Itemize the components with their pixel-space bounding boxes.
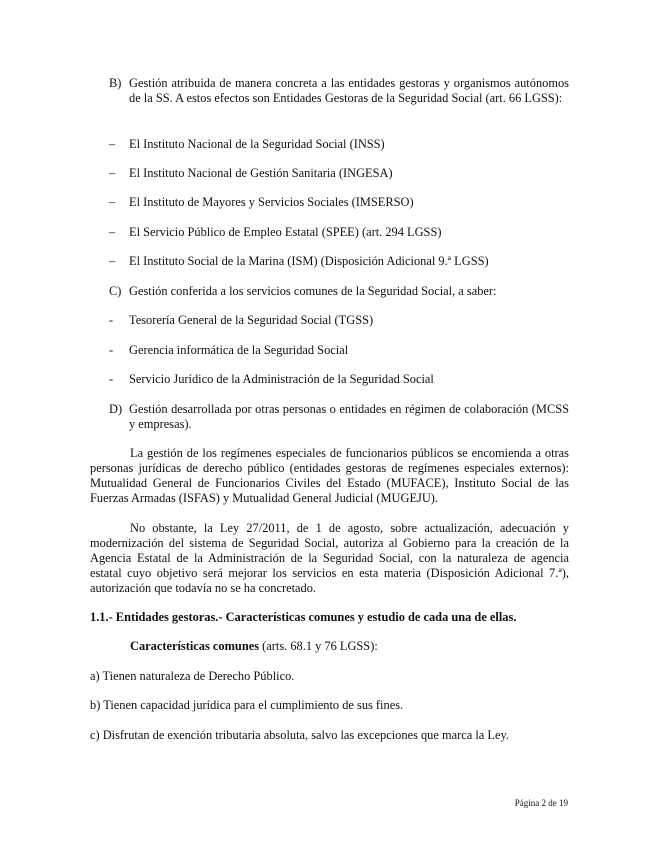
section-c (109, 284, 569, 299)
list-item-text: Tesorería General de la Seguridad Social (TGSS) (129, 313, 374, 327)
section-b (109, 76, 569, 106)
section-d (109, 402, 569, 432)
dash-marker: – (109, 254, 116, 268)
section-d-text: Gestión desarrollada por otras personas o entidades en régimen de colaboración (MCSS y empresas). (129, 402, 569, 431)
list-item: a) Tienen naturaleza de Derecho Público. (90, 669, 295, 683)
page-number: Página 2 de 19 (514, 798, 568, 808)
dash-marker: - (109, 343, 114, 357)
section-d-marker: D) (109, 402, 123, 416)
list-item-text: El Instituto Nacional de la Seguridad Social (INSS) (129, 137, 385, 151)
section-c-text: Gestión conferida a los servicios comunes de la Seguridad Social, a saber: (129, 284, 497, 298)
section-b-marker: B) (109, 76, 122, 90)
list-item: b) Tienen capacidad jurídica para el cumplimiento de sus fines. (90, 698, 404, 712)
list-item: c) Disfrutan de exención tributaria absoluta, salvo las excepciones que marca la Ley. (90, 728, 509, 742)
list-item-text: El Instituto de Mayores y Servicios Sociales (IMSERSO) (129, 195, 414, 209)
section-c-marker: C) (109, 284, 122, 298)
section-b-text: Gestión atribuida de manera concreta a las entidades gestoras y organismos autónomos de la SS. A estos efectos son Entidades Gestoras de la Seguridad Social (art. 66 LGSS): (129, 76, 569, 105)
dash-marker: – (109, 225, 116, 239)
list-item-text: El Servicio Público de Empleo Estatal (SPEE) (art. 294 LGSS) (129, 225, 442, 239)
section-heading: 1.1.- Entidades gestoras.- Características comunes y estudio de cada una de ellas. (90, 610, 517, 624)
dash-marker: – (109, 195, 116, 209)
paragraph-regimenes-especiales: La gestión de los regímenes especiales de funcionarios públicos se encomienda a otras personas jurídicas de derecho público (entidades gestoras de regímenes especiales externos): Mutualidad General de Funcionarios Civiles del Estado (MUFACE), Instituto Social de las Fuerzas Armadas (ISFAS) y Mutualidad General Judicial (MUGEJU). (90, 446, 569, 505)
subheading-bold: Características comunes (130, 639, 260, 653)
dash-marker: - (109, 372, 114, 386)
list-item-text: Servicio Jurídico de la Administración de la Seguridad Social (129, 372, 434, 386)
subheading-rest: (arts. 68.1 y 76 LGSS): (259, 639, 378, 653)
subheading (130, 639, 378, 654)
dash-marker: – (109, 166, 116, 180)
paragraph-agencia-estatal: No obstante, la Ley 27/2011, de 1 de agosto, sobre actualización, adecuación y modernización del sistema de Seguridad Social, autoriza al Gobierno para la creación de la Agencia Estatal de la Administración de la Seguridad Social, con la naturaleza de agencia estatal cuyo objetivo será mejorar los servicios en esta materia (Disposición Adicional 7.ª), autorización que todavía no se ha concretado. (90, 521, 569, 595)
list-item-text: Gerencia informática de la Seguridad Social (129, 343, 349, 357)
list-item-text: El Instituto Nacional de Gestión Sanitaria (INGESA) (129, 166, 393, 180)
list-item-text: El Instituto Social de la Marina (ISM) (Disposición Adicional 9.ª LGSS) (129, 254, 489, 268)
dash-marker: – (109, 137, 116, 151)
dash-marker: - (109, 313, 114, 327)
